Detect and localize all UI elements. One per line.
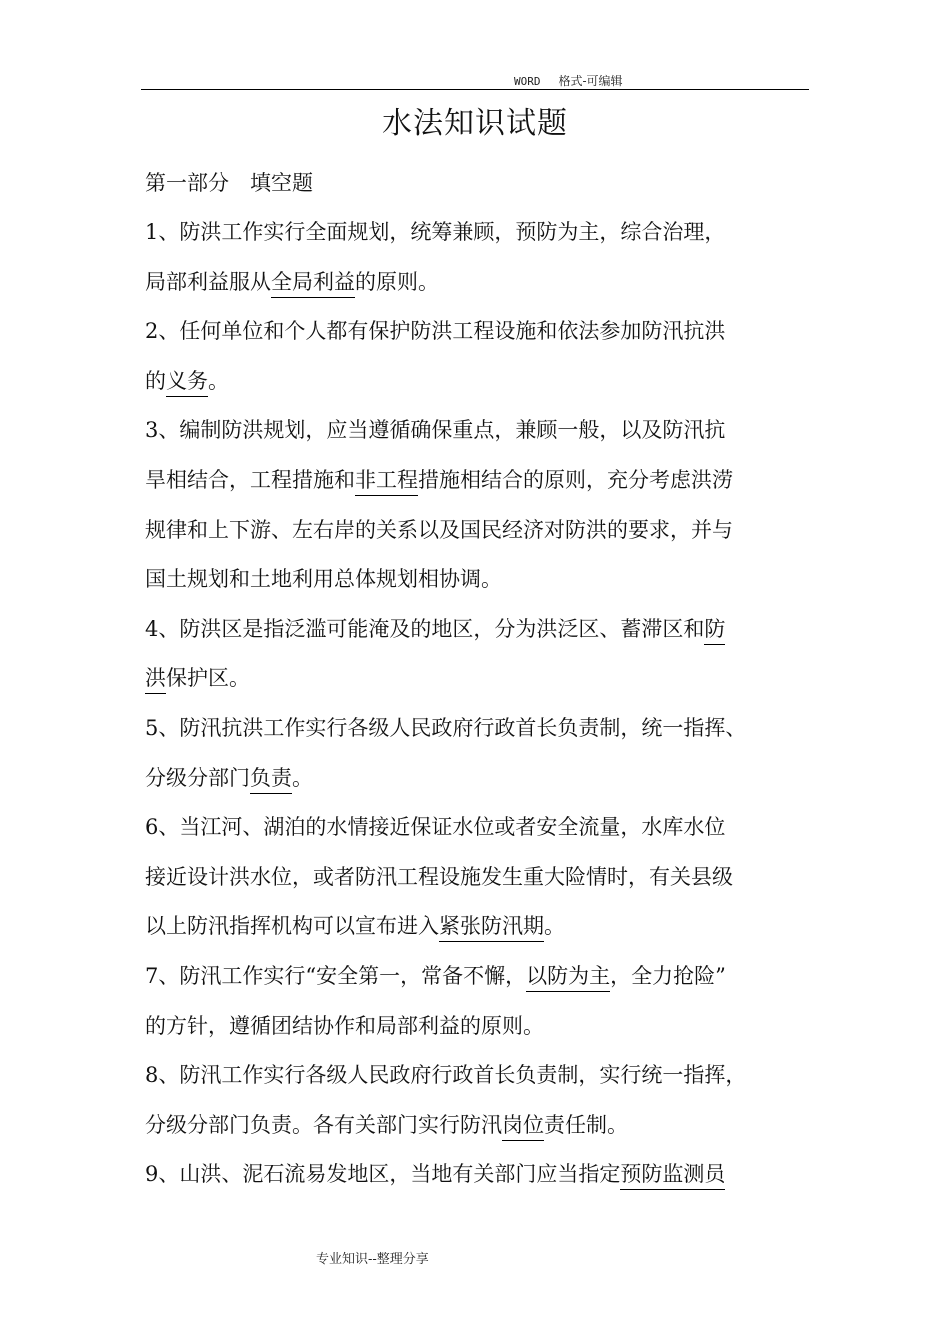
text-segment: 5、防汛抗洪工作实行各级人民政府行政首长负责制，统一指挥、 xyxy=(145,716,747,740)
text-segment: 。 xyxy=(208,368,229,393)
text-line xyxy=(145,661,250,695)
text-segment: 接近设计洪水位，或者防汛工程设施发生重大险情时，有关县级 xyxy=(145,864,733,889)
answer-blank: 以防为主 xyxy=(526,964,610,992)
document-title: 水法知识试题 xyxy=(382,106,568,141)
answer-blank: 紧张防汛期 xyxy=(439,914,544,942)
text-line xyxy=(145,314,725,348)
text-line xyxy=(145,612,725,646)
text-line xyxy=(145,463,733,497)
text-line xyxy=(145,513,733,547)
text-segment: 措施相结合的原则，充分考虑洪涝 xyxy=(418,468,733,492)
text-line xyxy=(145,562,502,596)
text-line xyxy=(145,761,313,795)
answer-blank: 预防监测员 xyxy=(620,1162,725,1190)
text-segment: 的方针，遵循团结协作和局部利益的原则。 xyxy=(145,1013,544,1038)
page-footer: 专业知识--整理分享 xyxy=(316,1252,429,1267)
text-segment: 2、任何单位和个人都有保护防洪工程设施和依法参加防汛抗洪 xyxy=(145,319,726,344)
page-header xyxy=(141,70,809,90)
text-line xyxy=(145,1157,725,1191)
text-line xyxy=(145,413,725,447)
text-line xyxy=(145,265,439,299)
header-text xyxy=(514,72,623,89)
answer-blank: 义务 xyxy=(166,369,208,397)
text-segment: 9、山洪、泥石流易发地区，当地有关部门应当指定 xyxy=(145,1162,621,1187)
text-line xyxy=(145,1108,628,1142)
answer-blank: 防 xyxy=(704,617,725,645)
text-segment: 以上防汛指挥机构可以宣布进入 xyxy=(145,914,439,939)
text-segment: 7、防汛工作实行“安全第一，常备不懈， xyxy=(145,964,527,988)
text-line xyxy=(145,959,726,993)
text-segment: 分级分部门 xyxy=(145,765,250,790)
text-segment: 4、防洪区是指泛滥可能淹及的地区，分为洪泛区、蓄滞区和 xyxy=(145,616,705,641)
answer-blank: 洪 xyxy=(145,666,166,694)
text-segment: 规律和上下游、左右岸的关系以及国民经济对防洪的要求，并与 xyxy=(145,517,733,542)
text-line xyxy=(145,1009,544,1043)
text-segment: 8、防汛工作实行各级人民政府行政首长负责制，实行统一指挥， xyxy=(145,1063,747,1088)
text-segment: 旱相结合，工程措施和 xyxy=(145,468,355,492)
text-segment: 1、防洪工作实行全面规划，统筹兼顾，预防为主，综合治理， xyxy=(145,220,726,244)
text-segment: 6、当江河、湖泊的水情接近保证水位或者安全流量，水库水位 xyxy=(145,815,726,840)
text-segment: 。 xyxy=(544,914,565,939)
text-segment: 责任制。 xyxy=(544,1112,628,1137)
text-line xyxy=(145,1058,746,1092)
text-segment: ，全力抢险” xyxy=(610,964,726,988)
text-segment: 保护区。 xyxy=(166,666,250,691)
text-line xyxy=(145,711,746,745)
text-segment: 。 xyxy=(292,765,313,790)
text-line xyxy=(145,860,733,894)
answer-blank: 非工程 xyxy=(355,468,418,496)
text-line xyxy=(145,215,725,249)
text-line xyxy=(145,909,565,943)
text-segment: 3、编制防洪规划，应当遵循确保重点，兼顾一般，以及防汛抗 xyxy=(145,418,726,443)
text-segment: 分级分部门负责。各有关部门实行防汛 xyxy=(145,1112,502,1137)
header-word: WORD xyxy=(514,75,541,88)
text-segment: 局部利益服从 xyxy=(145,269,271,294)
section-heading: 第一部分 填空题 xyxy=(145,171,313,195)
answer-blank: 全局利益 xyxy=(271,270,355,298)
text-segment: 的原则。 xyxy=(355,269,439,294)
text-line xyxy=(145,364,229,398)
answer-blank: 负责 xyxy=(250,766,292,794)
text-segment: 的 xyxy=(145,368,166,393)
text-line xyxy=(145,810,725,844)
text-segment: 国土规划和土地利用总体规划相协调。 xyxy=(145,567,502,592)
header-format-note: 格式-可编辑 xyxy=(558,74,623,88)
answer-blank: 岗位 xyxy=(502,1113,544,1141)
